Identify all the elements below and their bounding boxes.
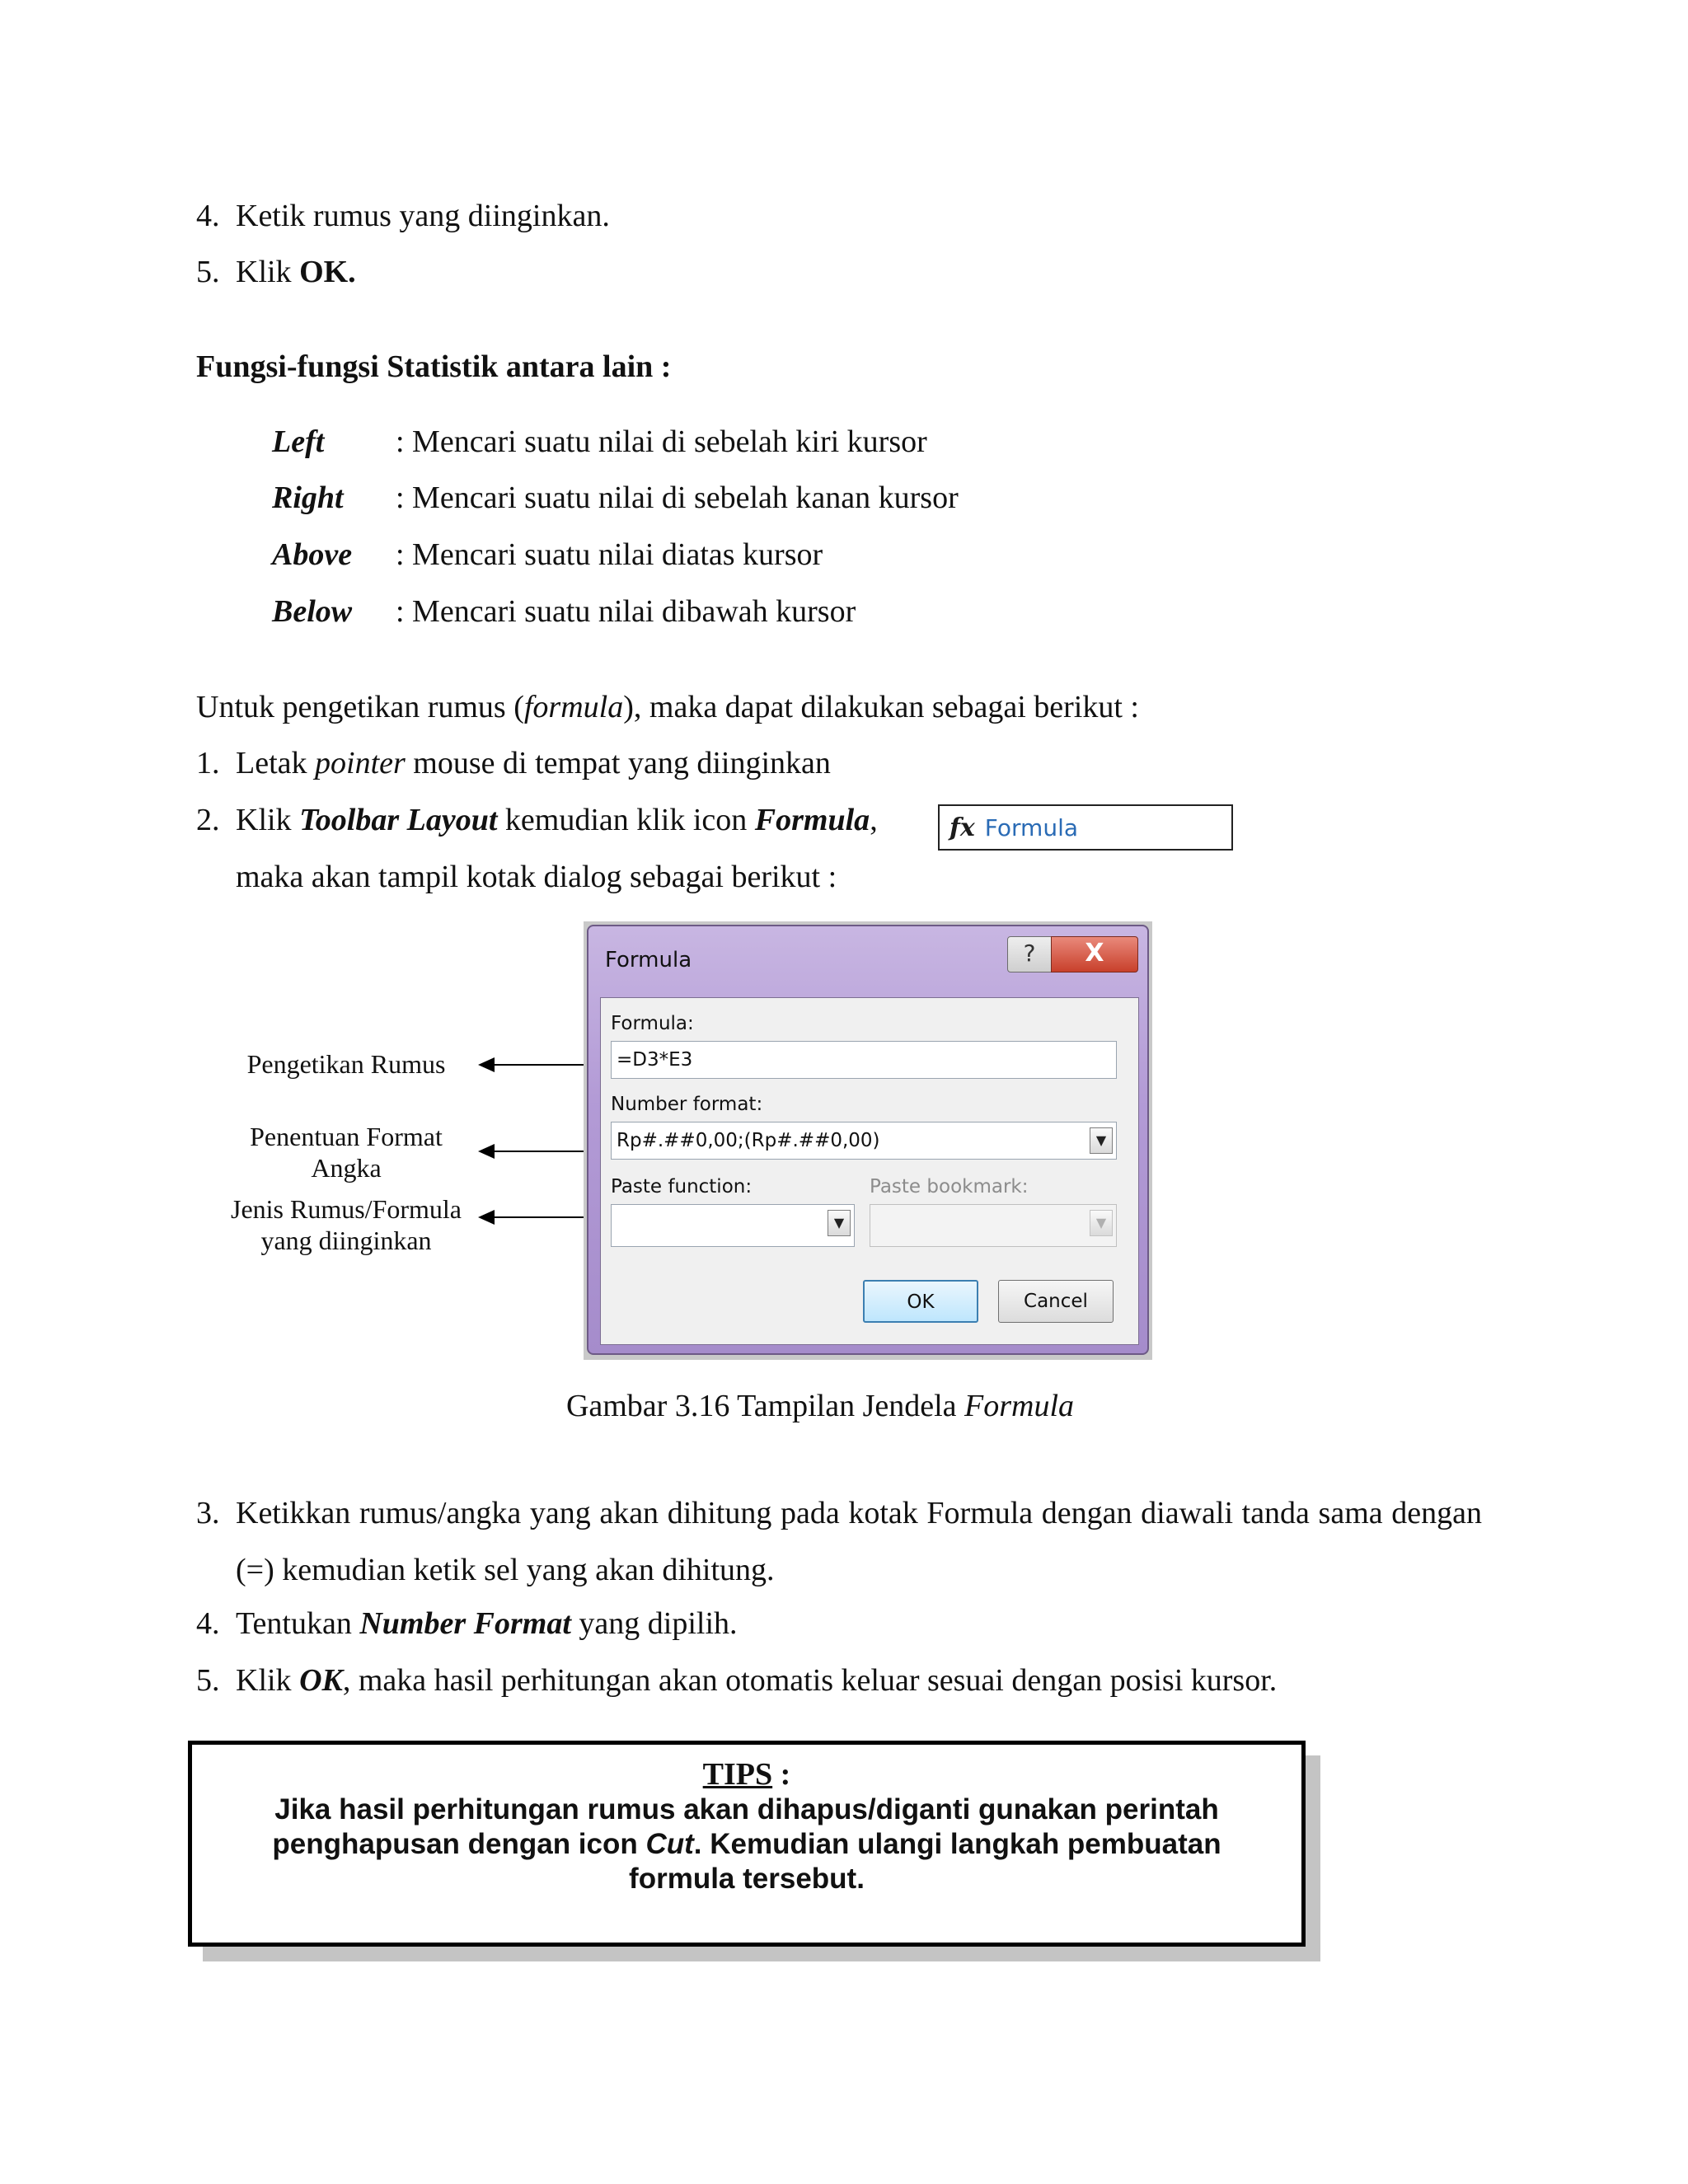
step-text: Ketik rumus yang diinginkan. xyxy=(236,199,610,233)
annotation-line: Penentuan Format xyxy=(250,1122,443,1151)
function-term: Left xyxy=(272,424,325,459)
step-number: 4. xyxy=(196,1606,220,1641)
step-number: 1. xyxy=(196,746,220,780)
paste-bookmark-label: Paste bookmark: xyxy=(870,1176,1029,1197)
tips-title-text: TIPS xyxy=(702,1757,773,1792)
tips-text xyxy=(192,1793,1301,1896)
annotation-number-format xyxy=(223,1121,470,1183)
intro-italic: formula xyxy=(523,690,624,724)
step-text-part: Letak xyxy=(236,746,316,780)
chevron-down-icon[interactable]: ▼ xyxy=(1090,1127,1113,1154)
tips-box xyxy=(188,1741,1306,1947)
step-number: 2. xyxy=(196,803,220,837)
tips-text-part: Jika hasil perhitungan rumus akan dihapus/diganti gunakan perintah penghapusan dengan icon xyxy=(272,1793,1219,1860)
step-text-part: , xyxy=(870,803,878,837)
number-format-select[interactable] xyxy=(611,1122,1117,1160)
toolbar-formula-label: Formula xyxy=(984,813,1079,841)
step-text-bold-italic: Formula xyxy=(754,803,870,837)
step-text-bold-italic: Toolbar Layout xyxy=(299,803,498,837)
number-format-value: Rp#.##0,00;(Rp#.##0,00) xyxy=(617,1130,880,1151)
function-desc: : Mencari suatu nilai di sebelah kanan kursor xyxy=(396,480,959,515)
help-button[interactable]: ? xyxy=(1007,936,1052,972)
toolbar-formula-button[interactable] xyxy=(938,804,1233,851)
paste-function-select[interactable] xyxy=(611,1204,855,1247)
annotation-paste-function xyxy=(223,1193,470,1256)
step-text-part: , maka hasil perhitungan akan otomatis keluar sesuai dengan posisi kursor. xyxy=(342,1663,1278,1698)
function-term: Right xyxy=(272,480,344,515)
caption-part: Gambar 3.16 Tampilan Jendela xyxy=(565,1389,965,1423)
step-text-continuation: maka akan tampil kotak dialog sebagai berikut : xyxy=(236,860,837,894)
paste-function-label: Paste function: xyxy=(611,1176,753,1197)
intro-part: Untuk pengetikan rumus ( xyxy=(196,690,524,724)
tips-title-colon: : xyxy=(772,1757,791,1792)
intro-text xyxy=(196,687,1139,727)
dialog-title: Formula xyxy=(605,948,692,972)
step-text-part: Klik xyxy=(236,803,300,837)
chevron-down-icon[interactable]: ▼ xyxy=(828,1210,851,1236)
arrow-head xyxy=(478,1210,495,1225)
step-text-part: mouse di tempat yang diinginkan xyxy=(405,746,831,780)
step-text xyxy=(236,1604,738,1643)
formula-label: Formula: xyxy=(611,1013,694,1034)
annotation-line: Jenis Rumus/Formula xyxy=(230,1194,462,1224)
step-number: 5. xyxy=(196,255,220,289)
arrow-line xyxy=(493,1151,584,1152)
function-desc: : Mencari suatu nilai diatas kursor xyxy=(396,537,823,572)
paste-bookmark-select xyxy=(870,1204,1117,1247)
annotation-formula: Pengetikan Rumus xyxy=(246,1049,446,1079)
close-button[interactable]: X xyxy=(1051,936,1138,972)
dialog-body xyxy=(600,997,1139,1345)
number-format-label: Number format: xyxy=(611,1094,763,1115)
formula-dialog xyxy=(587,925,1149,1355)
step-number: 5. xyxy=(196,1663,220,1698)
arrow-head xyxy=(478,1057,495,1072)
step-text-part: yang dipilih. xyxy=(570,1606,738,1641)
step-text-bold: OK. xyxy=(299,255,356,289)
tips-text-italic: Cut xyxy=(645,1828,694,1860)
intro-part: ), maka dapat dilakukan sebagai berikut : xyxy=(623,690,1139,724)
step-text-italic: pointer xyxy=(315,746,406,780)
arrow-line xyxy=(493,1216,584,1218)
step-text-part: Klik xyxy=(236,255,300,289)
step-text-part: Klik xyxy=(236,1663,300,1698)
ok-button[interactable]: OK xyxy=(863,1280,978,1323)
function-desc: : Mencari suatu nilai di sebelah kiri kursor xyxy=(396,424,927,459)
function-term: Above xyxy=(272,537,353,572)
step-text xyxy=(236,800,878,840)
step-text-bold-italic: Number Format xyxy=(359,1606,571,1641)
step-number: 3. xyxy=(196,1496,220,1530)
tips-text-part: . Kemudian ulangi langkah pembuatan formula tersebut. xyxy=(629,1828,1221,1895)
function-term: Below xyxy=(272,594,353,629)
function-desc: : Mencari suatu nilai dibawah kursor xyxy=(396,594,856,629)
chevron-down-icon: ▼ xyxy=(1090,1210,1113,1236)
arrow-head xyxy=(478,1144,495,1159)
step-text-part: kemudian klik icon xyxy=(497,803,755,837)
annotation-line: yang diinginkan xyxy=(260,1226,432,1255)
step-text: Ketikkan rumus/angka yang akan dihitung pada kotak Formula dengan diawali tanda sama dengan (=) kemudian ketik sel yang akan dihitung. xyxy=(236,1496,1482,1587)
fx-icon: fx xyxy=(950,813,975,842)
step-text-part: Tentukan xyxy=(236,1606,360,1641)
arrow-line xyxy=(493,1064,584,1066)
step-number: 4. xyxy=(196,199,220,233)
functions-heading: Fungsi-fungsi Statistik antara lain : xyxy=(196,349,672,384)
caption-italic: Formula xyxy=(964,1389,1075,1423)
step-text xyxy=(236,743,831,783)
figure-caption xyxy=(0,1386,1640,1426)
annotation-line: Angka xyxy=(311,1153,382,1183)
step-text xyxy=(236,1661,1277,1700)
formula-input[interactable]: =D3*E3 xyxy=(611,1041,1117,1079)
step-text xyxy=(236,252,356,292)
step-text-bold-italic: OK xyxy=(299,1663,343,1698)
tips-title xyxy=(192,1756,1301,1793)
cancel-button[interactable]: Cancel xyxy=(998,1280,1114,1323)
